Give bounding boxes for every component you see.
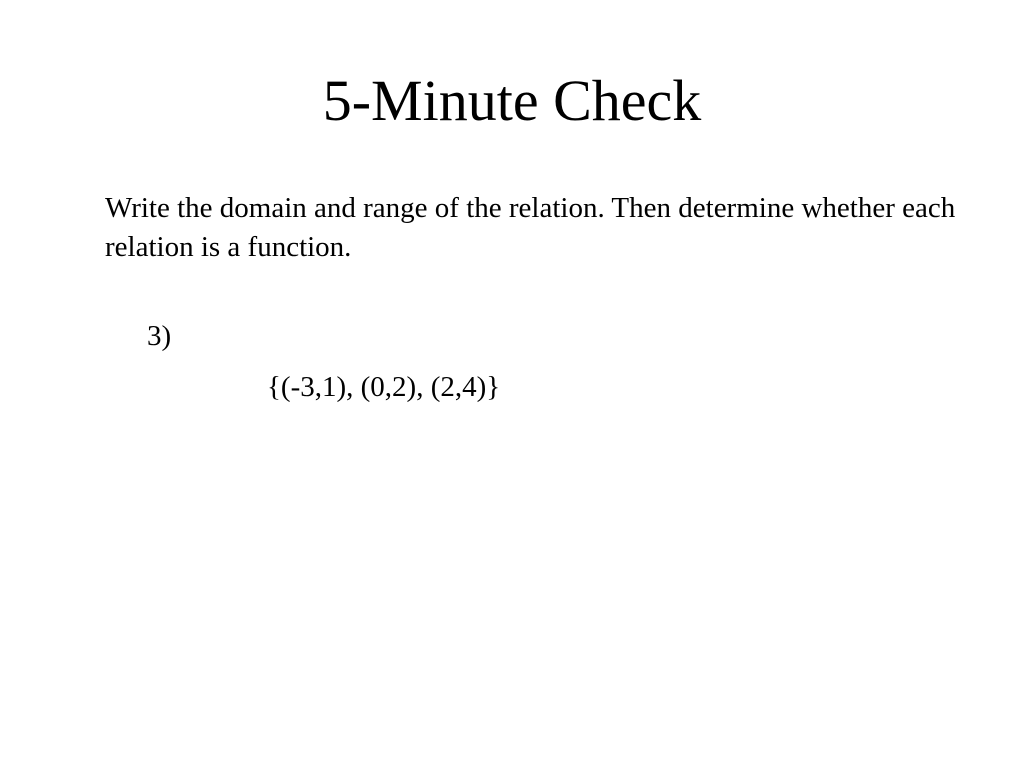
slide-title: 5-Minute Check xyxy=(322,68,702,133)
relation-set: {(-3,1), (0,2), (2,4)} xyxy=(267,371,501,403)
problem-number: 3) xyxy=(147,320,172,352)
instructions-text: Write the domain and range of the relation. Then determine whether each relation is a function. xyxy=(105,192,956,263)
